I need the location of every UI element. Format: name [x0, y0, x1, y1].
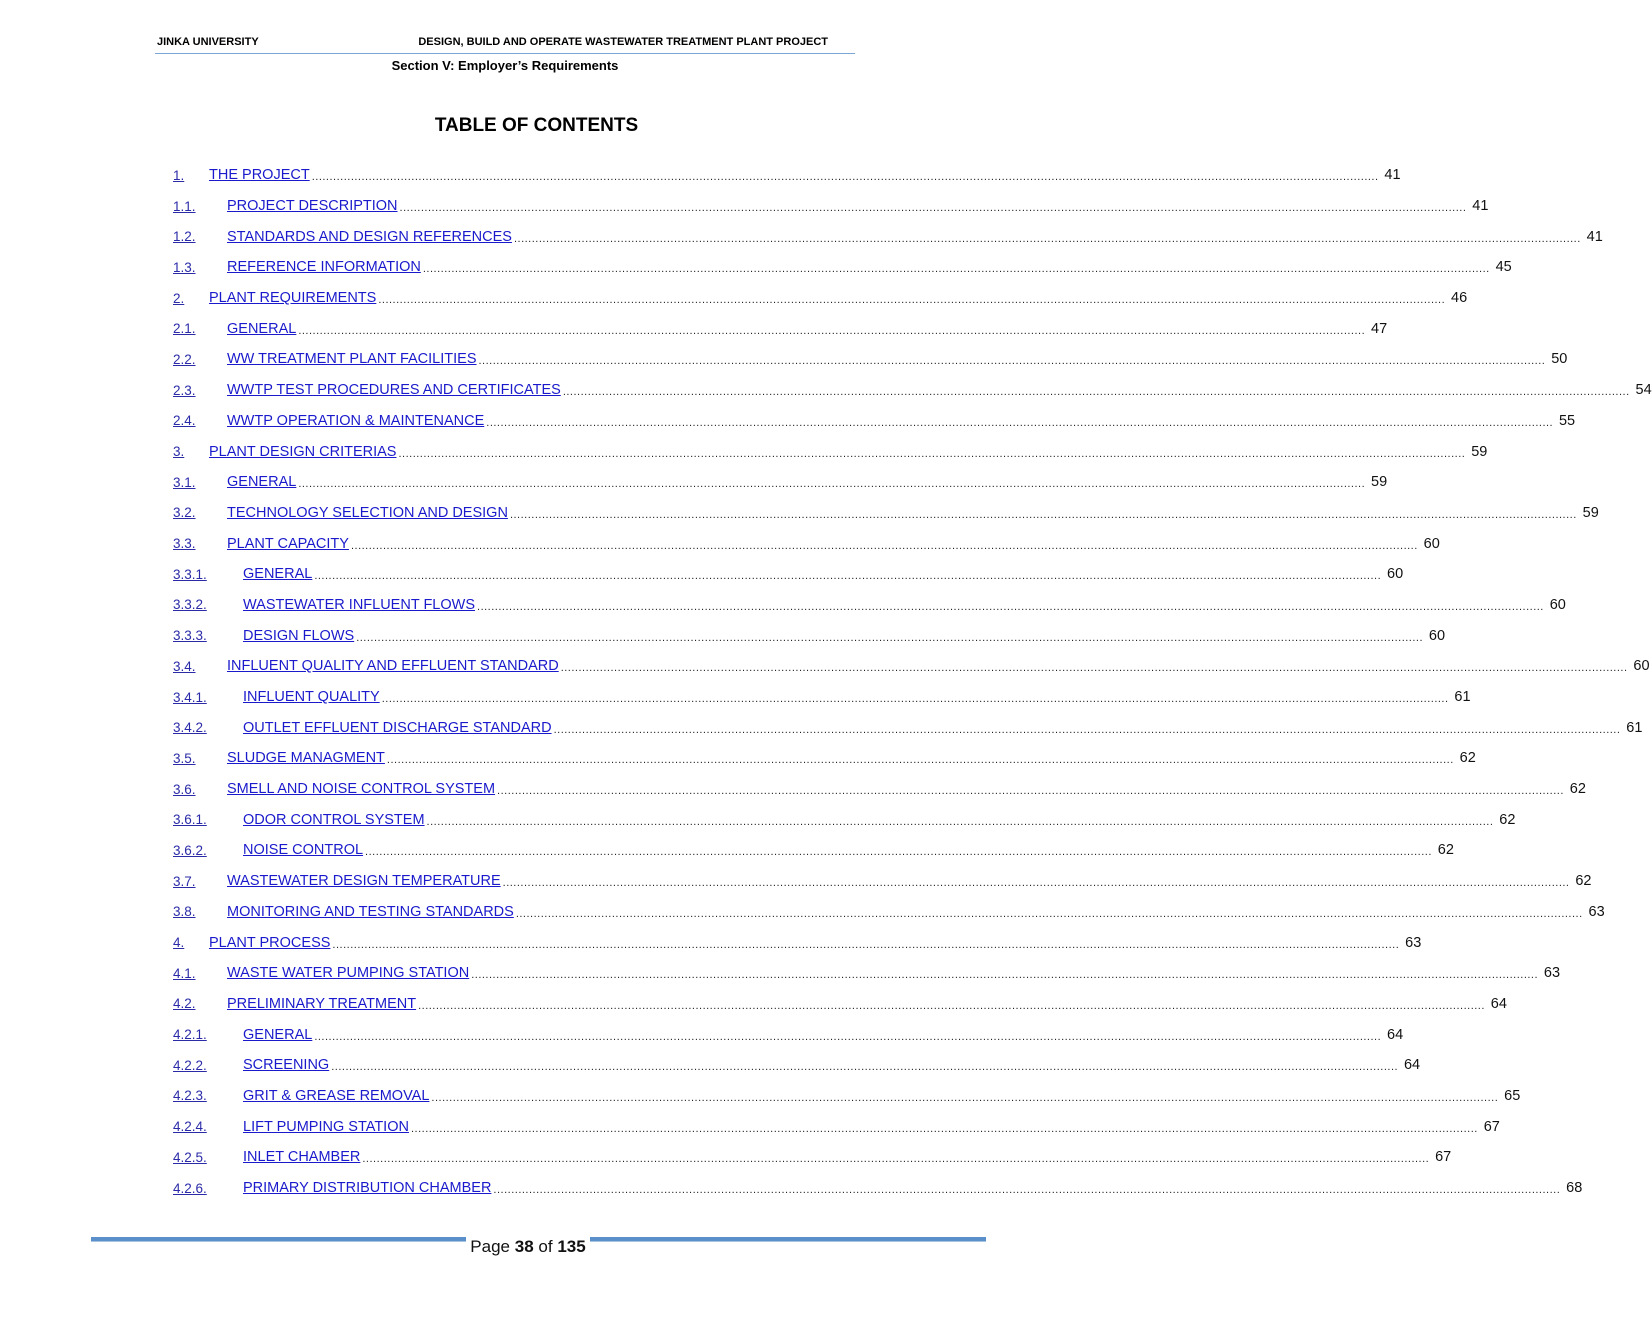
toc-entry[interactable]	[173, 927, 1422, 958]
toc-dot-leader: ............................................................................................................................................................................................................................................................................................................	[553, 723, 1621, 736]
toc-entry-link[interactable]: WWTP OPERATION & MAINTENANCE	[227, 412, 485, 429]
toc-entry-page: 50	[1551, 351, 1568, 368]
toc-entry-page: 64	[1490, 995, 1507, 1012]
toc-entry[interactable]	[173, 804, 1516, 835]
toc-dot-leader: ............................................................................................................................................................................................................................................................................................................	[478, 355, 1546, 368]
toc-entry-link[interactable]: GRIT & GREASE REMOVAL	[243, 1087, 430, 1104]
table-of-contents	[173, 160, 1652, 1203]
toc-entry-link[interactable]: THE PROJECT	[209, 167, 310, 184]
toc-dot-leader: ............................................................................................................................................................................................................................................................................................................	[362, 1153, 1430, 1166]
toc-dot-leader: ............................................................................................................................................................................................................................................................................................................	[418, 999, 1485, 1012]
toc-entry-page: 41	[1384, 167, 1401, 184]
toc-entry[interactable]	[173, 191, 1489, 222]
toc-entry[interactable]	[173, 1050, 1421, 1081]
toc-entry-page: 64	[1387, 1026, 1404, 1043]
toc-dot-leader: ............................................................................................................................................................................................................................................................................................................	[314, 1030, 1382, 1043]
toc-entry[interactable]	[173, 1173, 1583, 1204]
toc-entry-link[interactable]: GENERAL	[227, 474, 297, 491]
toc-dot-leader: ............................................................................................................................................................................................................................................................................................................	[497, 785, 1564, 798]
toc-entry-number[interactable]: 2.3.	[173, 382, 196, 398]
toc-entry-page: 62	[1575, 873, 1592, 890]
toc-heading: TABLE OF CONTENTS	[434, 115, 639, 136]
toc-entry-number[interactable]: 3.4.1.	[173, 689, 207, 705]
toc-entry-page: 45	[1495, 259, 1512, 276]
toc-entry[interactable]	[173, 375, 1652, 406]
toc-entry-number[interactable]: 4.2.6.	[173, 1180, 207, 1196]
toc-entry-number[interactable]: 1.1.	[173, 198, 196, 214]
toc-entry[interactable]	[173, 835, 1454, 866]
toc-dot-leader: ............................................................................................................................................................................................................................................................................................................	[422, 263, 1490, 276]
toc-dot-leader: ............................................................................................................................................................................................................................................................................................................	[332, 938, 1400, 951]
toc-entry-link[interactable]: SLUDGE MANAGMENT	[227, 750, 385, 767]
toc-entry[interactable]	[173, 252, 1512, 283]
toc-entry[interactable]	[173, 436, 1488, 467]
toc-entry-number[interactable]: 3.6.1.	[173, 812, 207, 828]
toc-entry-link[interactable]: TECHNOLOGY SELECTION AND DESIGN	[227, 504, 508, 521]
toc-entry-page: 62	[1569, 781, 1586, 798]
toc-dot-leader: ............................................................................................................................................................................................................................................................................................................	[399, 202, 1467, 215]
toc-entry-page: 60	[1387, 566, 1404, 583]
toc-entry[interactable]	[173, 620, 1446, 651]
toc-dot-leader: ............................................................................................................................................................................................................................................................................................................	[562, 386, 1630, 399]
toc-entry-page: 67	[1483, 1118, 1500, 1135]
toc-dot-leader: ............................................................................................................................................................................................................................................................................................................	[471, 969, 1539, 982]
toc-entry-link[interactable]: PLANT CAPACITY	[227, 535, 349, 552]
toc-entry-link[interactable]: WASTE WATER PUMPING STATION	[227, 965, 470, 982]
toc-entry-page: 60	[1423, 535, 1440, 552]
toc-dot-leader: ............................................................................................................................................................................................................................................................................................................	[477, 600, 1544, 613]
header-institution: JINKA UNIVERSITY	[157, 36, 259, 48]
toc-entry-page: 67	[1435, 1149, 1452, 1166]
toc-dot-leader: ............................................................................................................................................................................................................................................................................................................	[298, 324, 1366, 337]
toc-entry-number[interactable]: 3.4.	[173, 658, 196, 674]
header-project-title: DESIGN, BUILD AND OPERATE WASTEWATER TREATMENT PLANT PROJECT	[418, 36, 828, 48]
toc-entry-page: 64	[1403, 1057, 1421, 1074]
toc-entry-link[interactable]: WASTEWATER INFLUENT FLOWS	[243, 596, 476, 613]
toc-entry[interactable]	[173, 528, 1440, 559]
toc-entry-number[interactable]: 3.3.3.	[173, 628, 207, 644]
toc-entry-page: 65	[1504, 1087, 1521, 1104]
toc-entry-link[interactable]: ODOR CONTROL SYSTEM	[243, 811, 425, 828]
toc-entry[interactable]	[173, 866, 1592, 897]
toc-entry[interactable]	[173, 651, 1650, 682]
page-header	[155, 36, 855, 54]
toc-entry-page: 59	[1371, 474, 1388, 491]
toc-entry-page: 62	[1499, 811, 1516, 828]
toc-entry-number[interactable]: 2.1.	[173, 321, 196, 337]
toc-entry-number[interactable]: 2.4.	[173, 413, 196, 429]
toc-entry-link[interactable]: STANDARDS AND DESIGN REFERENCES	[227, 228, 512, 245]
toc-entry-page: 61	[1626, 719, 1643, 736]
toc-entry[interactable]	[173, 283, 1468, 314]
toc-entry-number[interactable]: 3.7.	[173, 873, 196, 889]
toc-entry-number[interactable]: 3.8.	[173, 904, 196, 920]
toc-entry-number[interactable]: 4.2.1.	[173, 1027, 207, 1043]
toc-entry-link[interactable]: WASTEWATER DESIGN TEMPERATURE	[227, 873, 501, 890]
toc-dot-leader: ............................................................................................................................................................................................................................................................................................................	[386, 754, 1454, 767]
toc-entry-page: 60	[1633, 658, 1650, 675]
toc-dot-leader: ............................................................................................................................................................................................................................................................................................................	[350, 539, 1418, 552]
toc-entry-page: 68	[1566, 1180, 1583, 1197]
toc-entry-number[interactable]: 3.6.2.	[173, 842, 207, 858]
toc-entry[interactable]	[173, 406, 1576, 437]
toc-entry[interactable]	[173, 1111, 1500, 1142]
toc-entry-link[interactable]: PLANT PROCESS	[209, 934, 331, 951]
toc-entry[interactable]	[173, 1081, 1521, 1112]
toc-entry-number[interactable]: 2.	[173, 290, 185, 306]
toc-dot-leader: ............................................................................................................................................................................................................................................................................................................	[356, 631, 1424, 644]
toc-entry-number[interactable]: 3.1.	[173, 474, 196, 490]
toc-entry-number[interactable]: 3.3.	[173, 536, 196, 552]
footer-current-page: 38	[514, 1237, 534, 1256]
toc-entry-page: 60	[1428, 627, 1446, 644]
page-footer	[0, 1237, 1056, 1257]
toc-entry-number[interactable]: 4.2.	[173, 996, 196, 1012]
toc-dot-leader: ............................................................................................................................................................................................................................................................................................................	[513, 232, 1581, 245]
toc-entry-link[interactable]: SCREENING	[243, 1057, 330, 1074]
section-title: Section V: Employer’s Requirements	[391, 58, 619, 73]
toc-entry-page: 59	[1471, 443, 1488, 460]
toc-entry-number[interactable]: 3.5.	[173, 750, 196, 766]
toc-dot-leader: ............................................................................................................................................................................................................................................................................................................	[515, 907, 1583, 920]
toc-entry-page: 61	[1454, 689, 1471, 706]
toc-entry-page: 63	[1405, 934, 1422, 951]
toc-dot-leader: ............................................................................................................................................................................................................................................................................................................	[378, 294, 1446, 307]
toc-entry-number[interactable]: 3.4.2.	[173, 720, 207, 736]
toc-entry-link[interactable]: PLANT DESIGN CRITERIAS	[209, 443, 397, 460]
toc-entry-link[interactable]: PRIMARY DISTRIBUTION CHAMBER	[243, 1180, 492, 1197]
toc-dot-leader: ............................................................................................................................................................................................................................................................................................................	[381, 693, 1449, 706]
toc-entry[interactable]	[173, 590, 1566, 621]
footer-total-pages: 135	[557, 1237, 586, 1256]
toc-entry-link[interactable]: INLET CHAMBER	[243, 1149, 361, 1166]
toc-entry-link[interactable]: INFLUENT QUALITY	[243, 689, 380, 706]
toc-entry-page: 60	[1549, 596, 1566, 613]
toc-entry-link[interactable]: PLANT REQUIREMENTS	[209, 290, 377, 307]
toc-entry-page: 46	[1451, 290, 1468, 307]
toc-entry-number[interactable]: 3.3.1.	[173, 566, 207, 582]
toc-entry[interactable]	[173, 1142, 1452, 1173]
toc-entry-number[interactable]: 3.6.	[173, 781, 196, 797]
toc-entry[interactable]	[173, 559, 1404, 590]
toc-entry-page: 41	[1586, 228, 1603, 245]
toc-dot-leader: ............................................................................................................................................................................................................................................................................................................	[486, 416, 1554, 429]
toc-entry-number[interactable]: 3.2.	[173, 505, 196, 521]
toc-entry-number[interactable]: 4.2.3.	[173, 1088, 207, 1104]
toc-entry[interactable]	[173, 498, 1599, 529]
toc-dot-leader: ............................................................................................................................................................................................................................................................................................................	[365, 846, 1432, 859]
toc-entry-page: 47	[1371, 320, 1388, 337]
toc-entry[interactable]	[173, 989, 1507, 1020]
toc-entry[interactable]	[173, 1019, 1404, 1050]
toc-entry-link[interactable]: MONITORING AND TESTING STANDARDS	[227, 903, 514, 920]
toc-entry[interactable]	[173, 743, 1476, 774]
footer-of-label: of	[538, 1237, 553, 1256]
toc-entry-number[interactable]: 1.3.	[173, 259, 196, 275]
toc-entry-number[interactable]: 3.	[173, 444, 185, 460]
toc-entry-number[interactable]: 4.2.2.	[173, 1057, 207, 1073]
toc-entry-page: 54	[1635, 382, 1652, 399]
toc-entry-link[interactable]: NOISE CONTROL	[243, 842, 364, 859]
toc-entry[interactable]	[173, 344, 1568, 375]
toc-entry-link[interactable]: LIFT PUMPING STATION	[243, 1118, 409, 1135]
toc-entry-link[interactable]: DESIGN FLOWS	[243, 627, 355, 644]
toc-entry-page: 59	[1582, 504, 1599, 521]
toc-entry[interactable]	[173, 467, 1388, 498]
toc-dot-leader: ............................................................................................................................................................................................................................................................................................................	[502, 877, 1570, 890]
toc-entry-number[interactable]: 3.3.2.	[173, 597, 207, 613]
toc-entry-page: 63	[1543, 965, 1561, 982]
footer-page-label: Page	[470, 1237, 510, 1256]
toc-entry-link[interactable]: GENERAL	[243, 1026, 313, 1043]
toc-entry-page: 55	[1558, 412, 1576, 429]
toc-entry-number[interactable]: 4.1.	[173, 965, 196, 981]
toc-entry-link[interactable]: SMELL AND NOISE CONTROL SYSTEM	[227, 781, 496, 798]
toc-entry-link[interactable]: WW TREATMENT PLANT FACILITIES	[227, 351, 477, 368]
toc-entry-link[interactable]: PRELIMINARY TREATMENT	[227, 995, 417, 1012]
toc-entry-link[interactable]: GENERAL	[243, 566, 313, 583]
toc-dot-leader: ............................................................................................................................................................................................................................................................................................................	[509, 508, 1577, 521]
toc-entry-page: 62	[1459, 750, 1476, 767]
toc-entry-number[interactable]: 1.	[173, 167, 185, 183]
toc-dot-leader: ............................................................................................................................................................................................................................................................................................................	[493, 1184, 1561, 1197]
toc-entry-link[interactable]: INFLUENT QUALITY AND EFFLUENT STANDARD	[227, 658, 559, 675]
toc-entry-number[interactable]: 4.	[173, 935, 185, 951]
toc-entry[interactable]	[173, 313, 1388, 344]
toc-entry-number[interactable]: 2.2.	[173, 351, 196, 367]
toc-dot-leader: ............................................................................................................................................................................................................................................................................................................	[331, 1061, 1399, 1074]
toc-dot-leader: ............................................................................................................................................................................................................................................................................................................	[298, 478, 1366, 491]
toc-entry[interactable]	[173, 774, 1586, 805]
toc-entry[interactable]	[173, 712, 1643, 743]
toc-entry[interactable]	[173, 897, 1605, 928]
toc-entry-page: 41	[1472, 198, 1489, 215]
toc-dot-leader: ............................................................................................................................................................................................................................................................................................................	[311, 171, 1379, 184]
toc-dot-leader: ............................................................................................................................................................................................................................................................................................................	[314, 570, 1382, 583]
toc-entry-number[interactable]: 4.2.4.	[173, 1119, 207, 1135]
toc-dot-leader: ............................................................................................................................................................................................................................................................................................................	[398, 447, 1466, 460]
toc-entry[interactable]	[173, 958, 1561, 989]
toc-entry[interactable]	[173, 682, 1471, 713]
toc-entry-page: 62	[1437, 842, 1454, 859]
toc-dot-leader: ............................................................................................................................................................................................................................................................................................................	[426, 815, 1494, 828]
toc-entry[interactable]	[173, 160, 1401, 191]
toc-entry-link[interactable]: OUTLET EFFLUENT DISCHARGE STANDARD	[243, 719, 552, 736]
toc-entry[interactable]	[173, 221, 1603, 252]
toc-entry-link[interactable]: GENERAL	[227, 320, 297, 337]
toc-entry-number[interactable]: 1.2.	[173, 229, 196, 245]
toc-entry-number[interactable]: 4.2.5.	[173, 1149, 207, 1165]
toc-entry-link[interactable]: PROJECT DESCRIPTION	[227, 198, 398, 215]
toc-entry-link[interactable]: WWTP TEST PROCEDURES AND CERTIFICATES	[227, 382, 561, 399]
toc-dot-leader: ............................................................................................................................................................................................................................................................................................................	[410, 1122, 1478, 1135]
toc-entry-link[interactable]: REFERENCE INFORMATION	[227, 259, 421, 276]
toc-entry-page: 63	[1588, 903, 1605, 920]
toc-dot-leader: ............................................................................................................................................................................................................................................................................................................	[560, 662, 1628, 675]
toc-dot-leader: ............................................................................................................................................................................................................................................................................................................	[431, 1091, 1499, 1104]
